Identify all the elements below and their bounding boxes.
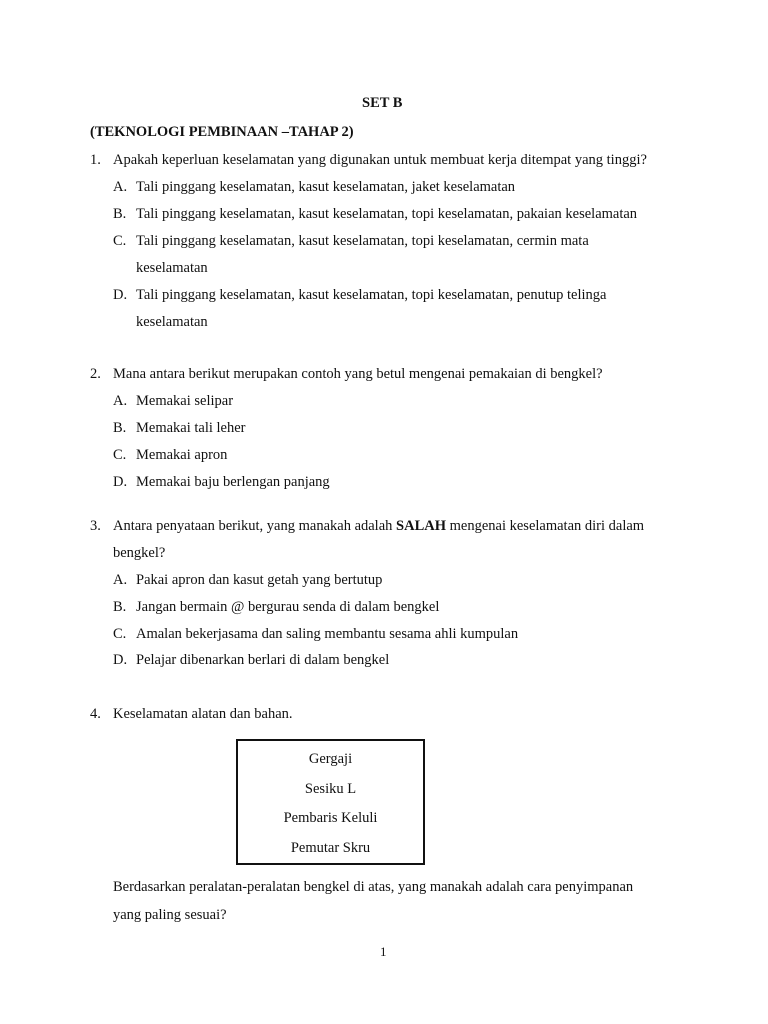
question-number: 2. — [90, 366, 101, 382]
option-letter: A. — [113, 393, 128, 409]
followup-text-line2: yang paling sesuai? — [113, 907, 227, 923]
option-letter: D. — [113, 652, 128, 668]
followup-text: Berdasarkan peralatan-peralatan bengkel di atas, yang manakah adalah cara penyimpanan — [113, 879, 634, 895]
option-letter: B. — [113, 206, 127, 222]
option-letter: C. — [113, 233, 127, 249]
question-text-before: Antara penyataan berikut, yang manakah adalah — [113, 518, 397, 534]
option-letter: A. — [113, 179, 128, 195]
question-text-after: mengenai keselamatan diri dalam — [446, 518, 645, 534]
tools-box — [236, 739, 425, 865]
option-letter: B. — [113, 420, 127, 436]
tool-item: Pemutar Skru — [290, 840, 371, 856]
option-text: Memakai tali leher — [136, 420, 246, 436]
option-letter: D. — [113, 474, 128, 490]
question-text: Apakah keperluan keselamatan yang digunakan untuk membuat kerja ditempat yang tinggi? — [113, 152, 647, 168]
option-text: Pakai apron dan kasut getah yang bertutup — [136, 572, 383, 588]
tool-item: Gergaji — [308, 751, 353, 767]
option-text: Tali pinggang keselamatan, kasut keselamatan, jaket keselamatan — [136, 179, 516, 195]
question-text-line2: bengkel? — [113, 545, 166, 561]
tool-item: Pembaris Keluli — [283, 810, 378, 826]
option-letter: B. — [113, 599, 127, 615]
question-text — [113, 519, 644, 534]
emphasis-salah: SALAH — [396, 518, 446, 534]
set-title: SET B — [362, 95, 403, 111]
option-text: Pelajar dibenarkan berlari di dalam bengkel — [136, 652, 390, 668]
option-text: Tali pinggang keselamatan, kasut keselamatan, topi keselamatan, penutup telinga — [136, 287, 607, 303]
option-letter: C. — [113, 447, 127, 463]
tool-item: Sesiku L — [304, 781, 357, 797]
option-text: Memakai selipar — [136, 393, 234, 409]
option-letter: C. — [113, 626, 127, 642]
option-text: Jangan bermain @ bergurau senda di dalam bengkel — [136, 599, 440, 615]
option-letter: A. — [113, 572, 128, 588]
option-text: Tali pinggang keselamatan, kasut keselamatan, topi keselamatan, pakaian keselamatan — [136, 206, 638, 222]
option-text-line2: keselamatan — [136, 314, 208, 330]
option-text: Amalan bekerjasama dan saling membantu sesama ahli kumpulan — [136, 626, 519, 642]
question-text: Keselamatan alatan dan bahan. — [113, 706, 293, 722]
question-number: 1. — [90, 152, 101, 168]
option-text: Tali pinggang keselamatan, kasut keselamatan, topi keselamatan, cermin mata — [136, 233, 589, 249]
page-number: 1 — [380, 944, 387, 959]
option-letter: D. — [113, 287, 128, 303]
option-text: Memakai apron — [136, 447, 228, 463]
option-text-line2: keselamatan — [136, 260, 208, 276]
question-text: Mana antara berikut merupakan contoh yang betul mengenai pemakaian di bengkel? — [113, 366, 603, 382]
question-number: 4. — [90, 706, 101, 722]
section-title: (TEKNOLOGI PEMBINAAN –TAHAP 2) — [90, 124, 354, 140]
option-text: Memakai baju berlengan panjang — [136, 474, 330, 490]
question-number: 3. — [90, 518, 101, 534]
